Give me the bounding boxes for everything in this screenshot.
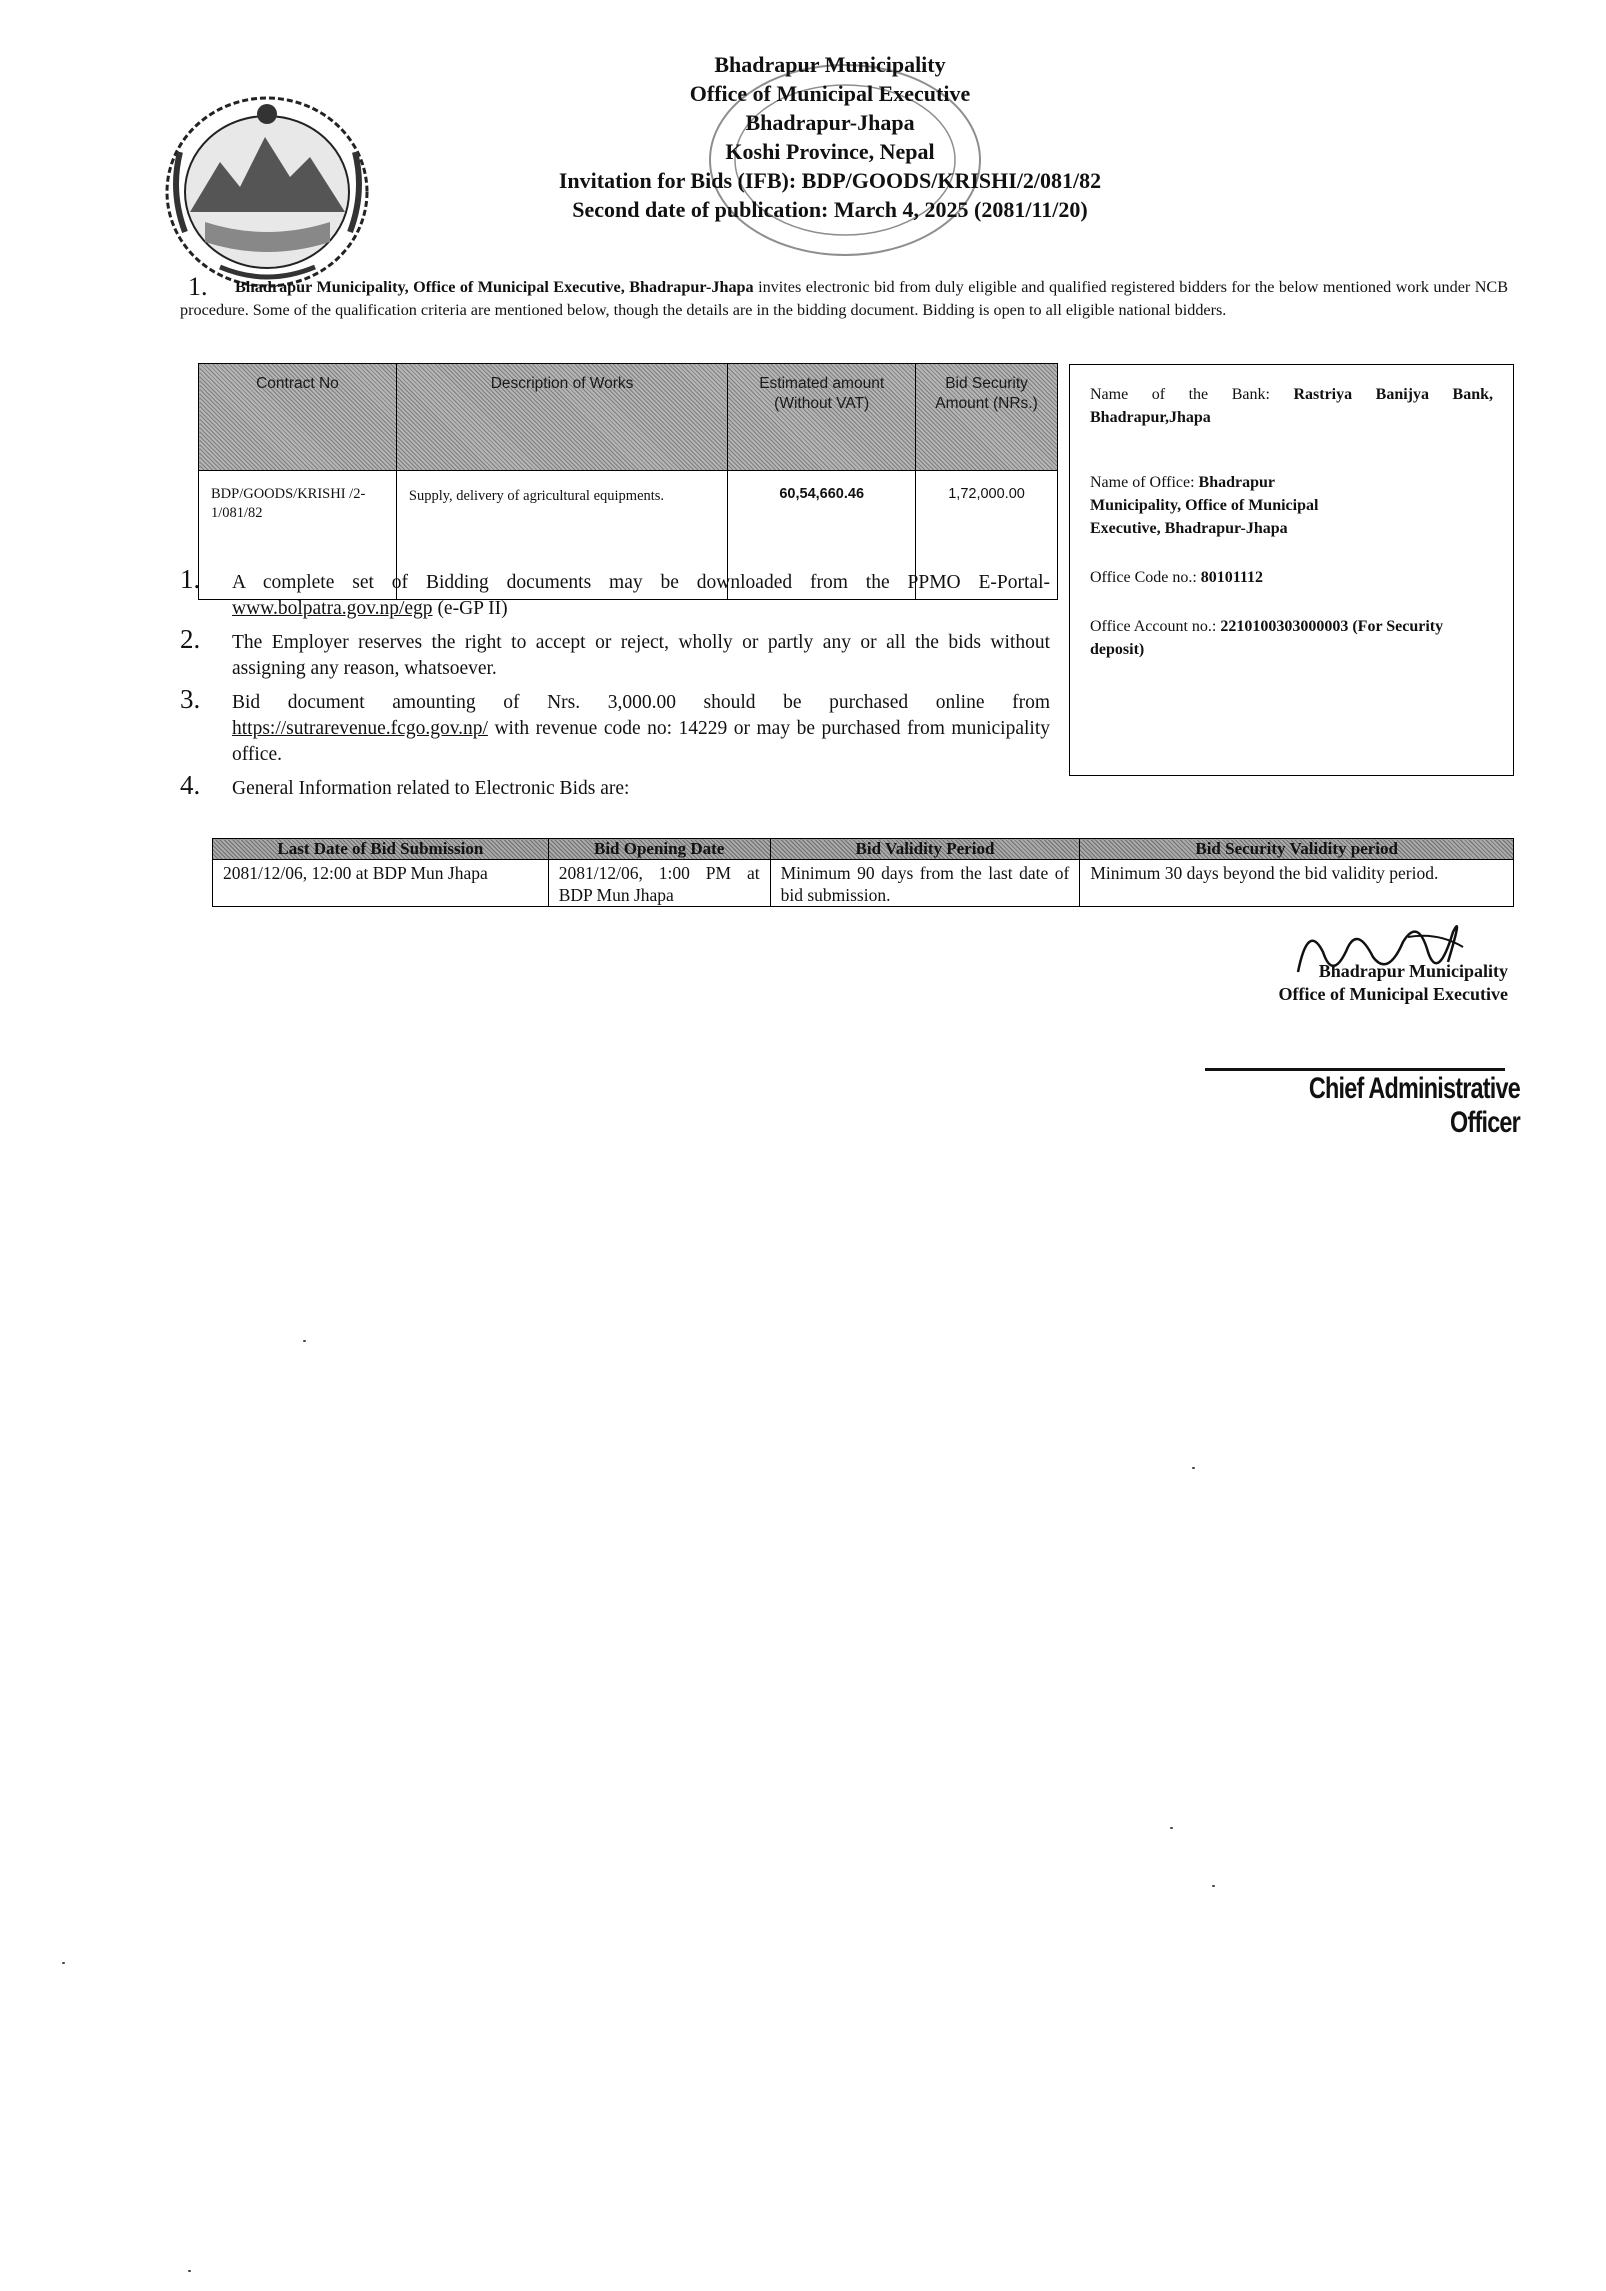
list-item: 2. The Employer reserves the right to accept or reject, wholly or partly any or all the bids without assigning any reason, whatsoever. <box>180 624 1050 679</box>
signatory-title: Chief Administrative Officer <box>1308 1072 1520 1139</box>
scan-speck <box>303 1340 306 1342</box>
info-table-header: Bid Opening Date <box>548 839 770 860</box>
opening-date-cell: 2081/12/06, 1:00 PM at BDP Mun Jhapa <box>548 860 770 907</box>
validity-period-cell: Minimum 90 days from the last date of bid submission. <box>770 860 1080 907</box>
header-location: Bhadrapur-Jhapa <box>745 110 915 135</box>
header-office: Office of Municipal Executive <box>689 81 971 106</box>
header-ifb-title: Invitation for Bids (IFB): BDP/GOODS/KRISHI/2/081/82 <box>558 168 1102 193</box>
bank-name: Name of the Bank: Rastriya Banijya Bank, Bhadrapur,Jhapa <box>1090 386 1493 426</box>
contract-no-cell: BDP/GOODS/KRISHI /2-1/081/82 <box>199 471 397 600</box>
bid-table <box>198 363 1058 600</box>
bid-table-header: Bid Security Amount (NRs.) <box>916 364 1058 471</box>
table-row <box>213 860 1514 907</box>
scan-speck <box>62 1962 65 1964</box>
bank-info-box <box>1069 364 1514 776</box>
header-publication-date: Second date of publication: March 4, 2025 (2081/11/20) <box>572 197 1088 222</box>
sutrarevenue-link[interactable]: https://sutrarevenue.fcgo.gov.np/ <box>232 718 488 739</box>
signature-office: Office of Municipal Executive <box>1278 984 1508 1004</box>
info-table-header: Bid Security Validity period <box>1080 839 1514 860</box>
signature-municipality: Bhadrapur Municipality <box>1318 961 1508 981</box>
bid-table-header: Estimated amount (Without VAT) <box>728 364 916 471</box>
electronic-bid-info-table <box>212 838 1514 907</box>
scan-speck <box>1212 1885 1215 1887</box>
list-item: 1. A complete set of Bidding documents may be downloaded from the PPMO E-Portal-www.bolpatra.gov.np/egp (e-GP II) <box>180 564 1050 619</box>
header-municipality: Bhadrapur Municipality <box>714 52 946 77</box>
estimated-amount-cell: 60,54,660.46 <box>728 471 916 600</box>
intro-number: 1. <box>188 272 208 301</box>
list-item: 4. General Information related to Electronic Bids are: <box>180 770 630 800</box>
submission-date-cell: 2081/12/06, 12:00 at BDP Mun Jhapa <box>213 860 549 907</box>
intro-org: Bhadrapur Municipality, Office of Municipal Executive, Bhadrapur-Jhapa <box>235 278 754 296</box>
office-account: Office Account no.: 2210100303000003 (For Security deposit) <box>1090 618 1444 658</box>
signature-block <box>1150 960 1508 1006</box>
office-code: Office Code no.: 80101112 <box>1090 569 1264 586</box>
document-header <box>430 50 1230 224</box>
bid-table-header: Description of Works <box>396 364 727 471</box>
list-item: 3. Bid document amounting of Nrs. 3,000.00 should be purchased online from https://sutrarevenue.fcgo.gov.np/ with revenue code no: 14229 or may be purchased from municipality office. <box>180 684 1050 765</box>
bolpatra-link[interactable]: www.bolpatra.gov.np/egp <box>232 598 433 619</box>
instructions-list <box>180 564 1050 808</box>
info-table-header: Bid Validity Period <box>770 839 1080 860</box>
security-validity-cell: Minimum 30 days beyond the bid validity period. <box>1080 860 1514 907</box>
office-name: Name of Office: Bhadrapur Municipality, Office of Municipal Executive, Bhadrapur-Jhapa <box>1090 474 1319 537</box>
header-province: Koshi Province, Nepal <box>725 139 935 164</box>
nepal-emblem-icon <box>160 92 375 292</box>
divider <box>1205 1068 1505 1071</box>
description-cell: Supply, delivery of agricultural equipments. <box>396 471 727 600</box>
intro-paragraph <box>180 276 1508 322</box>
scan-speck <box>1192 1467 1195 1469</box>
intro-text: invites electronic bid from duly eligible and qualified registered bidders for the below mentioned work under NCB procedure. Some of the qualification criteria are mentioned below, though the details are in the bidding document. Bidding is open to all eligible national bidders. <box>180 278 1508 319</box>
scan-speck <box>188 2270 191 2272</box>
scan-speck <box>1170 1827 1173 1829</box>
bid-table-header: Contract No <box>199 364 397 471</box>
bid-security-cell: 1,72,000.00 <box>916 471 1058 600</box>
info-table-header: Last Date of Bid Submission <box>213 839 549 860</box>
